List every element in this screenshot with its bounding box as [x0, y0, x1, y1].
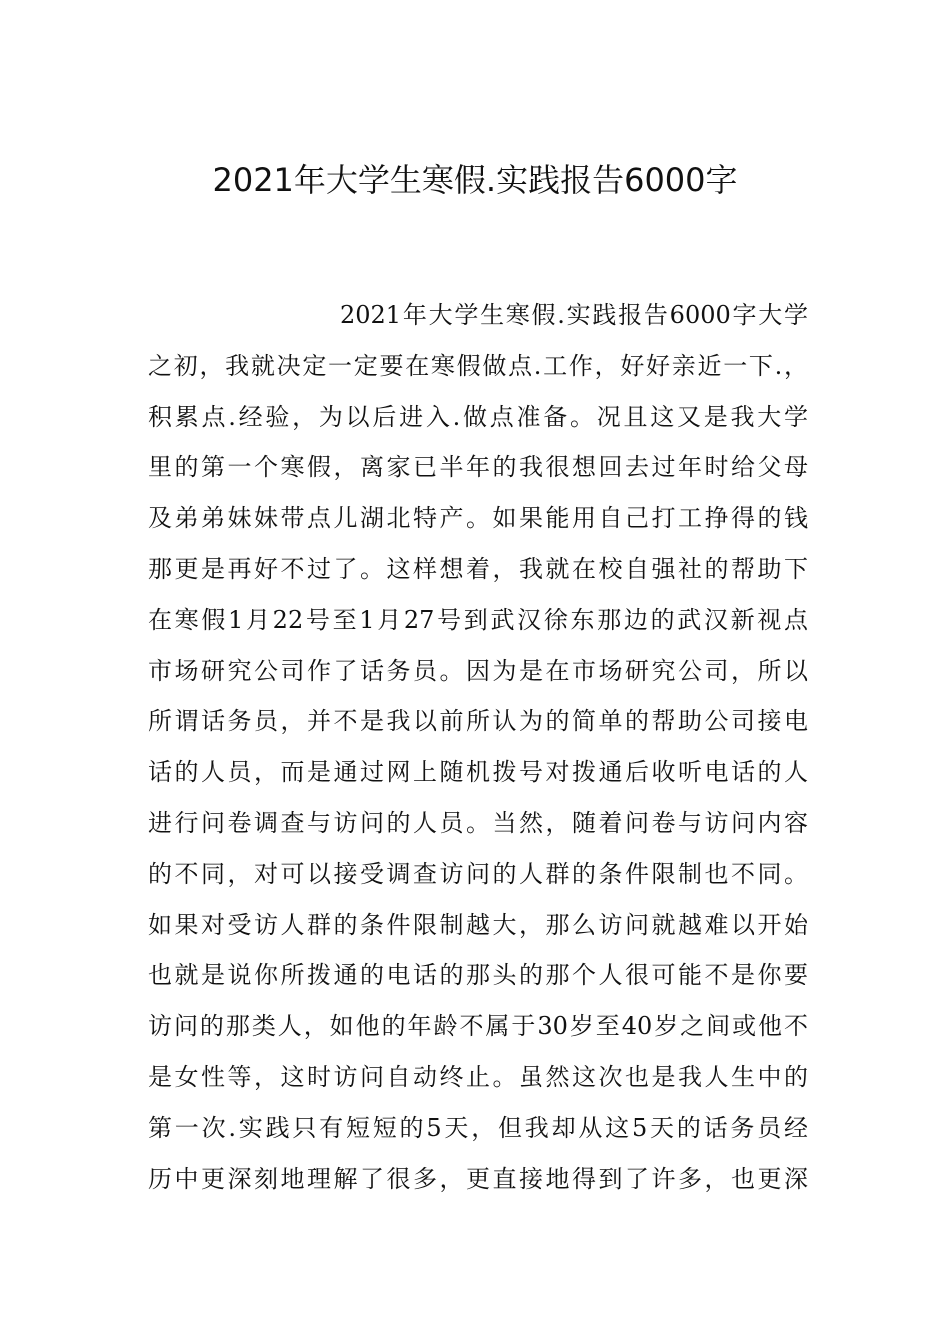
paragraph-line: 进行问卷调查与访问的人员。当然，随着问卷与访问内容: [148, 808, 808, 837]
paragraph-line: 如果对受访人群的条件限制越大，那么访问就越难以开始: [148, 910, 808, 939]
paragraph-line: 也就是说你所拨通的电话的那头的那个人很可能不是你要: [148, 961, 808, 990]
paragraph-line: 话的人员，而是通过网上随机拨号对拨通后收听电话的人: [148, 758, 808, 787]
paragraph-line: 那更是再好不过了。这样想着，我就在校自强社的帮助下: [148, 554, 808, 583]
paragraph-line: 访问的那类人，如他的年龄不属于30岁至40岁之间或他不: [148, 1012, 808, 1041]
paragraph-line: 之初，我就决定一定要在寒假做点.工作，好好亲近一下.，: [148, 351, 808, 380]
paragraph-line: 历中更深刻地理解了很多，更直接地得到了许多，也更深: [148, 1164, 808, 1193]
paragraph-line: 是女性等，这时访问自动终止。虽然这次也是我人生中的: [148, 1062, 808, 1091]
paragraph-line: 积累点.经验，为以后进入.做点准备。况且这又是我大学: [148, 402, 808, 431]
paragraph-line: 及弟弟妹妹带点儿湖北特产。如果能用自己打工挣得的钱: [148, 504, 808, 533]
paragraph-line: 所谓话务员，并不是我以前所认为的简单的帮助公司接电: [148, 707, 808, 736]
document-title: 2021年大学生寒假.实践报告6000字: [212, 161, 738, 199]
body-paragraph: [148, 290, 808, 1204]
paragraph-line: 2021年大学生寒假.实践报告6000字大学: [340, 301, 808, 329]
paragraph-line: 第一次.实践只有短短的5天，但我却从这5天的话务员经: [148, 1113, 808, 1142]
paragraph-line: 在寒假1月22号至1月27号到武汉徐东那边的武汉新视点: [148, 605, 808, 634]
paragraph-line: 里的第一个寒假，离家已半年的我很想回去过年时给父母: [148, 453, 808, 482]
paragraph-line: 的不同，对可以接受调查访问的人群的条件限制也不同。: [148, 859, 808, 888]
paragraph-line: 市场研究公司作了话务员。因为是在市场研究公司，所以: [148, 656, 808, 685]
